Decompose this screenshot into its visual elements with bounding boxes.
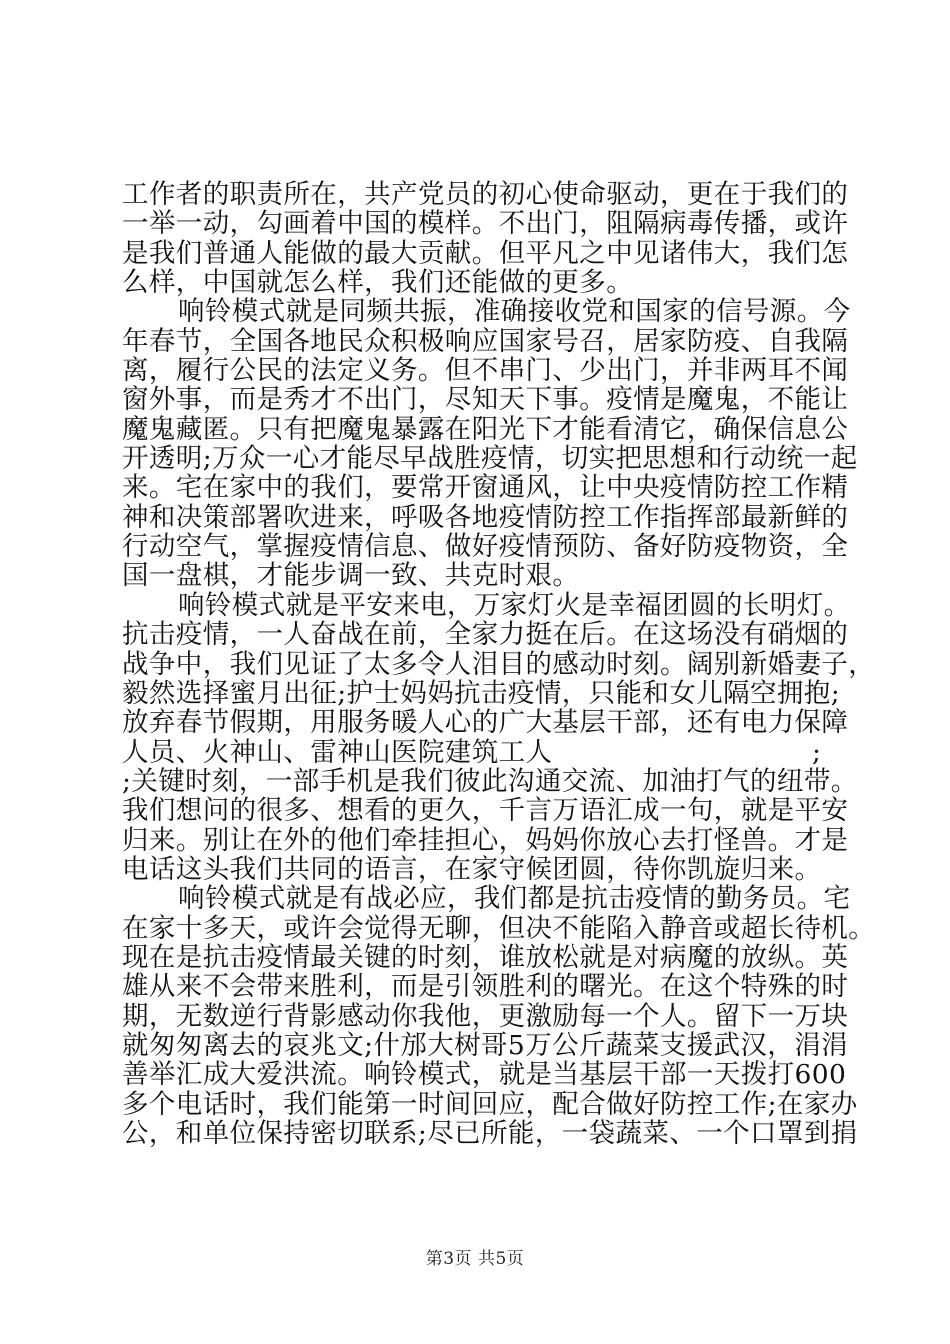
- text-line-content: 魔鬼藏匿。只有把魔鬼暴露在阳光下才能看清它，确保信息公: [122, 413, 849, 445]
- text-line: [122, 1029, 848, 1061]
- text-line: [122, 413, 849, 445]
- text-line-content: 在家十多天，或许会觉得无聊，但决不能陷入静音或超长待机。: [122, 912, 876, 944]
- text-line: [122, 208, 849, 240]
- text-line-content: 雄从来不会带来胜利，而是引领胜利的曙光。在这个特殊的时: [122, 971, 849, 1003]
- text-line: [122, 179, 849, 210]
- text-line-content: 是我们普通人能做的最大贡献。但平凡之中见诸伟大，我们怎: [122, 237, 849, 269]
- text-line-content: 来。宅在家中的我们，要常开窗通风，让中央疫情防控工作精: [122, 472, 849, 504]
- page-footer: 第3页 共5页: [425, 1249, 525, 1269]
- text-line: [122, 824, 849, 856]
- text-line-content: 行动空气，掌握疫情信息、做好疫情预防、备好防疫物资，全: [122, 531, 849, 563]
- text-line: [122, 501, 849, 533]
- text-line: [122, 738, 842, 767]
- text-line-content: 归来。别让在外的他们牵挂担心，妈妈你放心去打怪兽。才是: [122, 824, 849, 856]
- text-line-content: 工作者的职责所在，共产党员的初心使命驱动，更在于我们的: [122, 179, 849, 210]
- text-line: [122, 325, 849, 357]
- text-line: [122, 707, 849, 739]
- text-line-content: 放弃春节假期，用服务暖人心的广大基层干部，还有电力保障: [122, 707, 849, 739]
- text-line: [122, 912, 876, 944]
- text-line: [122, 941, 849, 973]
- text-line-content: 期，无数逆行背影感动你我他，更激励每一个人。留下一万块: [122, 1000, 849, 1032]
- text-line: [122, 1000, 849, 1032]
- text-line-content: 开透明;万众一心才能尽早战胜疫情，切实把思想和行动统一起: [122, 443, 858, 475]
- text-line-content: 离，履行公民的法定义务。但不串门、少出门，并非两耳不闻: [122, 355, 849, 387]
- text-line-content: 人员、火神山、雷神山医院建筑工人: [122, 736, 553, 768]
- text-line: [122, 355, 849, 387]
- text-line: [122, 472, 849, 504]
- text-line: [122, 1118, 858, 1149]
- text-line-content: 国一盘棋，才能步调一致、共克时艰。: [122, 560, 580, 592]
- text-line-content: 毅然选择蜜月出征;护士妈妈抗击疫情，只能和女儿隔空拥抱;: [122, 677, 841, 709]
- text-line: [122, 883, 851, 915]
- text-line-content: 多个电话时，我们能第一时间回应，配合做好防控工作;在家办: [122, 1088, 858, 1120]
- text-line: [122, 971, 849, 1003]
- text-line-content: 就匆匆离去的哀兆文;什邡大树哥5万公斤蔬菜支援武汉，涓涓: [122, 1029, 848, 1061]
- text-line: [122, 384, 849, 416]
- text-line-content: 一举一动，勾画着中国的模样。不出门，阻隔病毒传播，或许: [122, 208, 849, 240]
- text-line: [122, 561, 842, 590]
- text-line: [122, 765, 858, 797]
- text-line: [122, 795, 849, 827]
- text-line-content: 抗击疫情，一人奋战在前，全家力挺在后。在这场没有硝烟的: [122, 619, 849, 651]
- text-line: [122, 855, 842, 884]
- text-line-content: 电话这头我们共同的语言，在家守候团圆，待你凯旋归来。: [122, 853, 822, 885]
- text-line-content: ;关键时刻，一部手机是我们彼此沟通交流、加油打气的纽带。: [122, 765, 858, 797]
- text-line: [122, 679, 842, 708]
- text-line: [122, 531, 849, 563]
- text-line-content: 战争中，我们见证了太多令人泪目的感动时刻。阔别新婚妻子，: [122, 648, 876, 680]
- text-line-content: 公，和单位保持密切联系;尽已所能，一袋蔬菜、一个口罩到捐: [122, 1118, 858, 1149]
- text-line-content: 响铃模式就是有战必应，我们都是抗击疫情的勤务员。宅: [178, 883, 851, 915]
- text-line: [122, 268, 842, 297]
- text-line-content: 现在是抗击疫情最关键的时刻，谁放松就是对病魔的放纵。英: [122, 941, 849, 973]
- text-line: [122, 619, 849, 651]
- text-line: [122, 1059, 847, 1091]
- text-line-trailing-punctuation: ;: [812, 736, 822, 768]
- text-line: [122, 443, 858, 475]
- text-line-content: 年春节，全国各地民众积极响应国家号召，居家防疫、自我隔: [122, 325, 849, 357]
- text-line-content: 神和决策部署吹进来，呼吸各地疫情防控工作指挥部最新鲜的: [122, 501, 849, 533]
- text-line-content: 善举汇成大爱洪流。响铃模式，就是当基层干部一天拨打600: [122, 1059, 847, 1091]
- text-line-content: 么样，中国就怎么样，我们还能做的更多。: [122, 267, 634, 299]
- text-line: [122, 237, 849, 269]
- text-line: [122, 296, 851, 328]
- text-line-content: 响铃模式就是平安来电，万家灯火是幸福团圆的长明灯。: [178, 589, 851, 621]
- text-line-content: 我们想问的很多、想看的更久，千言万语汇成一句，就是平安: [122, 795, 849, 827]
- text-line: [122, 1088, 858, 1120]
- text-line: [122, 648, 876, 680]
- document-body: [122, 179, 876, 1149]
- text-line-content: 响铃模式就是同频共振，准确接收党和国家的信号源。今: [178, 296, 851, 328]
- text-line: [122, 589, 851, 621]
- text-line-content: 窗外事，而是秀才不出门，尽知天下事。疫情是魔鬼，不能让: [122, 384, 849, 416]
